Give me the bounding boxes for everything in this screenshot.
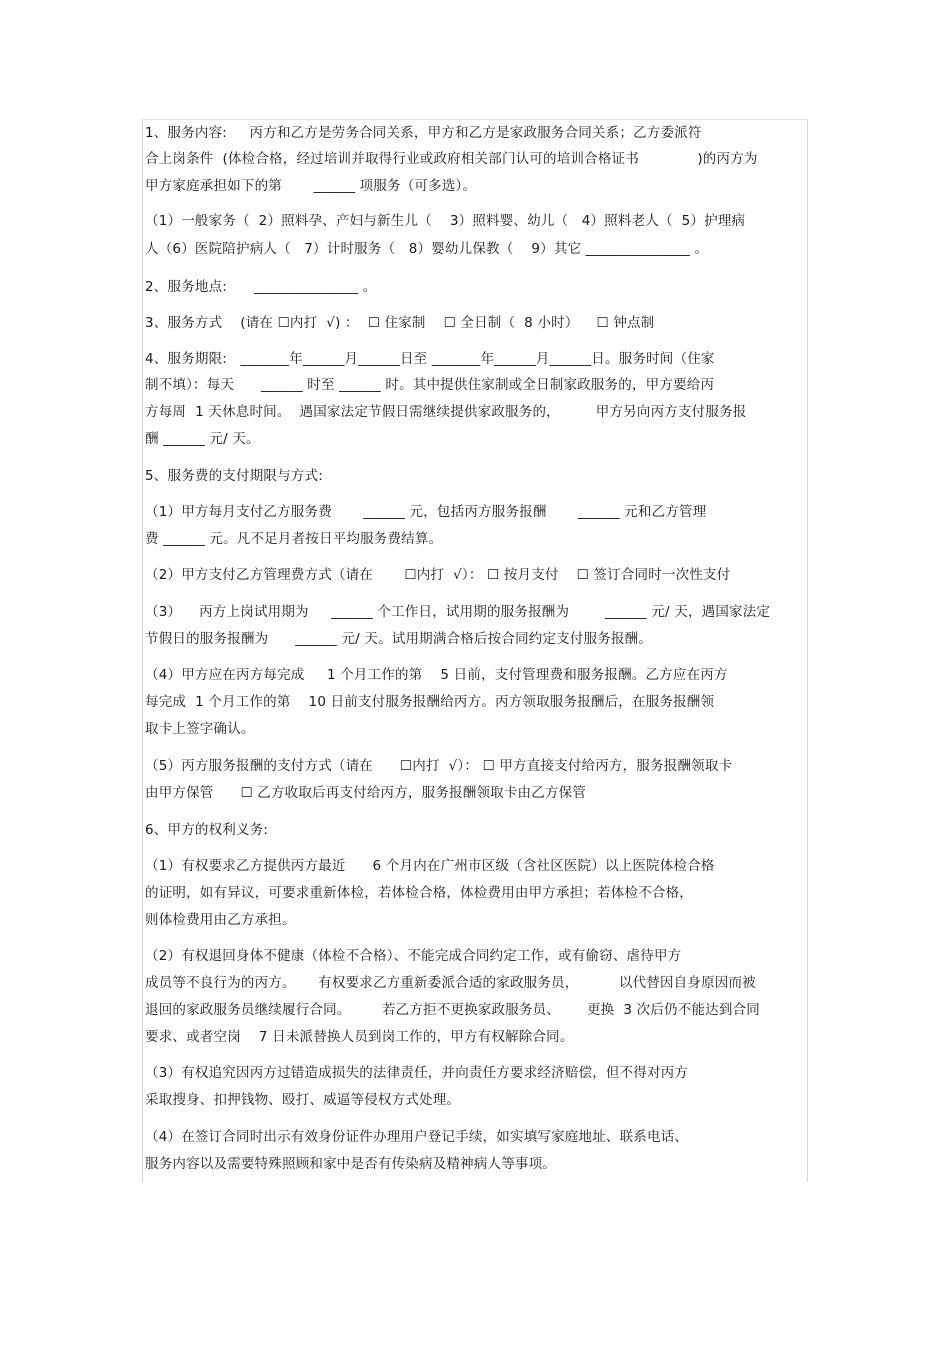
text-line: （2）甲方支付乙方管理费方式（请在 ☐内打 √）： ☐ 按月支付 ☐ 签订合同时一次性支付 [145, 567, 731, 583]
text-line: 6、甲方的权利义务: [145, 822, 269, 838]
text-line: 人（6）医院陪护病人（ 7）计时服务（ 8）婴幼儿保教（ 9）其它 _______________ 。 [145, 241, 709, 257]
text-line: （2）有权退回身体不健康（体检不合格）、不能完成合同约定工作，或有偷窃、虐待甲方 [145, 948, 682, 964]
text-line: （3）有权追究因丙方过错造成损失的法律责任，并向责任方要求经济赔偿，但不得对丙方 [145, 1065, 689, 1081]
text-line: （1）一般家务（ 2）照料孕、产妇与新生儿（ 3）照料婴、幼儿（ 4）照料老人（ 5）护理病 [145, 213, 746, 229]
text-line: 5、服务费的支付期限与方式: [145, 468, 323, 484]
text-line: （5）丙方服务报酬的支付方式（请在 ☐内打 √）： ☐ 甲方直接支付给丙方，服务报酬领取卡 [145, 758, 733, 774]
text-line: 每完成 1 个月工作的第 10 日前支付服务报酬给丙方。丙方领取服务报酬后，在服务报酬领 [145, 694, 715, 710]
text-line: 1、服务内容: 丙方和乙方是劳务合同关系，甲方和乙方是家政服务合同关系；乙方委派符 [145, 125, 702, 141]
text-line: 取卡上签字确认。 [145, 721, 255, 737]
text-line: 酬 ______ 元/ 天。 [145, 431, 260, 447]
text-line: 要求、或者空岗 7 日未派替换人员到岗工作的，甲方有权解除合同。 [145, 1029, 574, 1045]
text-line: 合上岗条件 (体检合格，经过培训并取得行业或政府相关部门认可的培训合格证书 )的丙方为 [145, 151, 758, 167]
text-line: 费 ______ 元。凡不足月者按日平均服务费结算。 [145, 531, 443, 547]
text-line: 4、服务期限: _______年______月______日至 _______年______月______日。服务时间（住家 [145, 351, 715, 367]
text-line: 甲方家庭承担如下的第 ______ 项服务（可多选）。 [145, 178, 477, 194]
text-line: （1）甲方每月支付乙方服务费 ______ 元，包括丙方服务报酬 ______ 元和乙方管理 [145, 504, 707, 520]
text-line: 制不填）：每天 ______ 时至 ______ 时。其中提供住家制或全日制家政服务的，甲方要给丙 [145, 377, 715, 393]
text-line: 采取搜身、扣押钱物、殴打、威逼等侵权方式处理。 [145, 1092, 461, 1108]
text-line: 则体检费用由乙方承担。 [145, 912, 296, 928]
text-line: 成员等不良行为的丙方。 有权要求乙方重新委派合适的家政服务员， 以代替因自身原因而被 [145, 975, 756, 991]
text-line: 节假日的服务报酬为 ______ 元/ 天。试用期满合格后按合同约定支付服务报酬。 [145, 631, 653, 647]
text-line: （3） 丙方上岗试用期为 ______ 个工作日，试用期的服务报酬为 ______ 元/ 天，遇国家法定 [145, 604, 771, 620]
text-line: 退回的家政服务员继续履行合同。 若乙方拒不更换家政服务员、 更换 3 次后仍不能达到合同 [145, 1002, 760, 1018]
text-line: 服务内容以及需要特殊照顾和家中是否有传染病及精神病人等事项。 [145, 1156, 556, 1172]
text-line: （1）有权要求乙方提供丙方最近 6 个月内在广州市区级（含社区医院）以上医院体检合格 [145, 858, 715, 874]
text-line: （4）在签订合同时出示有效身份证件办理用户登记手续，如实填写家庭地址、联系电话、 [145, 1129, 689, 1145]
text-line: 方每周 1 天休息时间。 遇国家法定节假日需继续提供家政服务的， 甲方另向丙方支付服务报 [145, 404, 747, 420]
text-line: 3、服务方式 (请在 ☐内打 √) ： ☐ 住家制 ☐ 全日制（ 8 小时） ☐ 钟点制 [145, 315, 655, 331]
text-line: 2、服务地点: _______________ 。 [145, 279, 377, 295]
text-line: （4）甲方应在丙方每完成 1 个月工作的第 5 日前，支付管理费和服务报酬。乙方应在丙方 [145, 667, 728, 683]
text-line: 的证明，如有异议，可要求重新体检，若体检合格，体检费用由甲方承担；若体检不合格， [145, 885, 693, 901]
text-line: 由甲方保管 ☐ 乙方收取后再支付给丙方，服务报酬领取卡由乙方保管 [145, 785, 587, 801]
